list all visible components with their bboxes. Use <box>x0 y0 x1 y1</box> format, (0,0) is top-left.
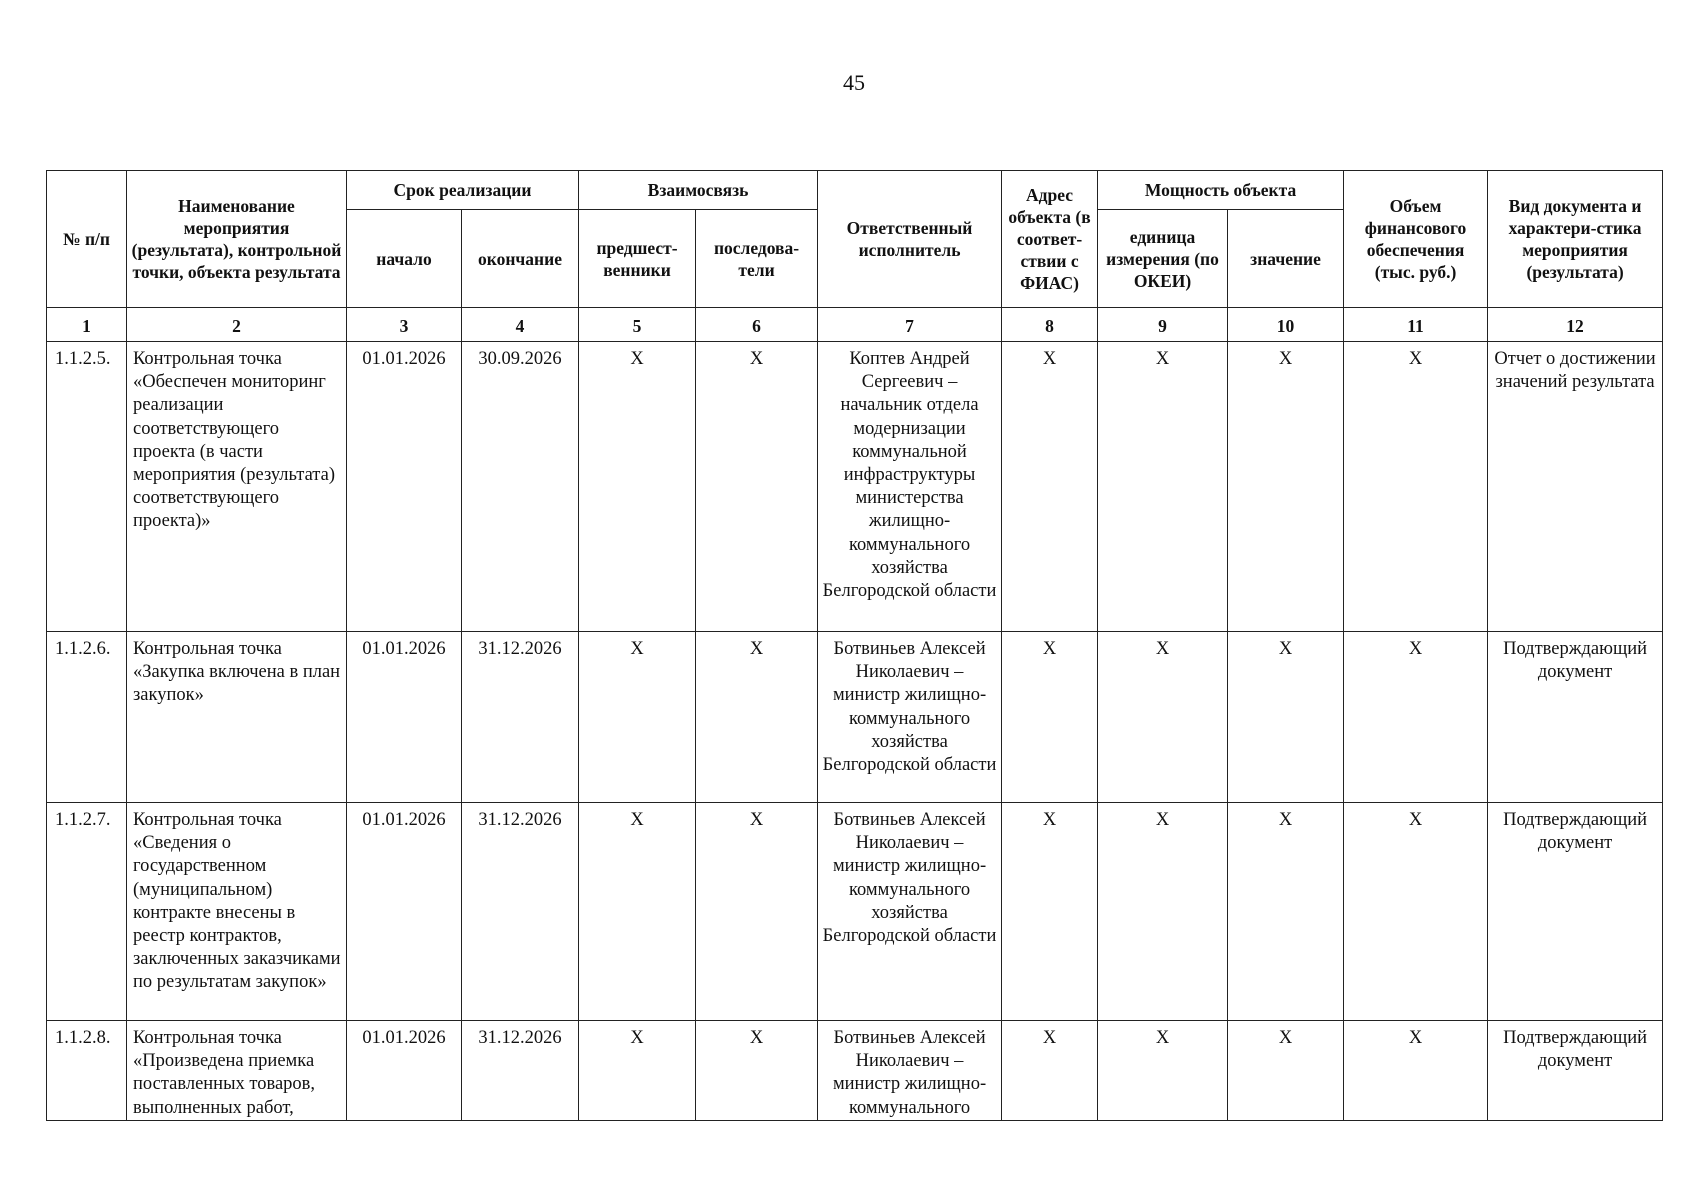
row-end: 31.12.2026 <box>462 1021 579 1121</box>
header-num: № п/п <box>47 171 127 308</box>
header-link: Взаимосвязь <box>579 171 818 210</box>
header-name: Наименование мероприятия (результата), контрольной точки, объекта результата <box>127 171 347 308</box>
header-value: значение <box>1228 210 1344 308</box>
column-number-row <box>47 308 1663 342</box>
header-capacity: Мощность объекта <box>1098 171 1344 210</box>
header-successors: последова-тели <box>696 210 818 308</box>
row-number: 1.1.2.8. <box>47 1021 127 1121</box>
column-number: 5 <box>579 308 696 342</box>
row-name: Контрольная точка «Закупка включена в план закупок» <box>127 632 347 803</box>
row-number: 1.1.2.7. <box>47 803 127 1021</box>
row-predecessors: X <box>579 803 696 1021</box>
column-number: 2 <box>127 308 347 342</box>
row-address: X <box>1002 1021 1098 1121</box>
row-value: X <box>1228 342 1344 632</box>
row-address: X <box>1002 632 1098 803</box>
row-finance: X <box>1344 803 1488 1021</box>
header-unit: единица измерения (по ОКЕИ) <box>1098 210 1228 308</box>
row-start: 01.01.2026 <box>347 1021 462 1121</box>
row-number: 1.1.2.6. <box>47 632 127 803</box>
column-number: 7 <box>818 308 1002 342</box>
row-finance: X <box>1344 1021 1488 1121</box>
row-value: X <box>1228 1021 1344 1121</box>
header-doc-type: Вид документа и характери-стика мероприятия (результата) <box>1488 171 1663 308</box>
row-doc-type: Подтверждающий документ <box>1488 803 1663 1021</box>
row-end: 31.12.2026 <box>462 803 579 1021</box>
row-value: X <box>1228 632 1344 803</box>
page-number: 45 <box>843 70 865 95</box>
column-number: 1 <box>47 308 127 342</box>
row-unit: X <box>1098 342 1228 632</box>
row-predecessors: X <box>579 632 696 803</box>
row-start: 01.01.2026 <box>347 803 462 1021</box>
row-name: Контрольная точка «Произведена приемка поставленных товаров, выполненных работ, <box>127 1021 347 1121</box>
column-number: 9 <box>1098 308 1228 342</box>
table-body <box>47 342 1663 1121</box>
row-responsible: Ботвиньев Алексей Николаевич – министр жилищно-коммунального <box>818 1021 1002 1121</box>
row-successors: X <box>696 803 818 1021</box>
row-responsible: Ботвиньев Алексей Николаевич – министр жилищно-коммунального хозяйства Белгородской области <box>818 632 1002 803</box>
row-finance: X <box>1344 342 1488 632</box>
column-number: 8 <box>1002 308 1098 342</box>
row-successors: X <box>696 1021 818 1121</box>
row-start: 01.01.2026 <box>347 632 462 803</box>
row-predecessors: X <box>579 1021 696 1121</box>
table-row <box>47 632 1663 803</box>
row-name: Контрольная точка «Сведения о государственном (муниципальном) контракте внесены в реестр контрактов, заключенных заказчиками по результатам закупок» <box>127 803 347 1021</box>
column-number: 4 <box>462 308 579 342</box>
row-finance: X <box>1344 632 1488 803</box>
row-unit: X <box>1098 632 1228 803</box>
table-header <box>47 171 1663 342</box>
header-start: начало <box>347 210 462 308</box>
header-address: Адрес объекта (в соответ-ствии с ФИАС) <box>1002 171 1098 308</box>
row-responsible: Коптев Андрей Сергеевич – начальник отдела модернизации коммунальной инфраструктуры министерства жилищно-коммунального хозяйства Белгородской области <box>818 342 1002 632</box>
row-doc-type: Подтверждающий документ <box>1488 632 1663 803</box>
row-unit: X <box>1098 803 1228 1021</box>
project-plan-table <box>46 170 1663 1121</box>
column-number: 6 <box>696 308 818 342</box>
row-number: 1.1.2.5. <box>47 342 127 632</box>
header-responsible: Ответственный исполнитель <box>818 171 1002 308</box>
row-address: X <box>1002 342 1098 632</box>
header-predecessors: предшест-венники <box>579 210 696 308</box>
row-doc-type: Подтверждающий документ <box>1488 1021 1663 1121</box>
header-end: окончание <box>462 210 579 308</box>
row-doc-type: Отчет о достижении значений результата <box>1488 342 1663 632</box>
column-number: 3 <box>347 308 462 342</box>
row-successors: X <box>696 342 818 632</box>
row-end: 30.09.2026 <box>462 342 579 632</box>
row-unit: X <box>1098 1021 1228 1121</box>
row-predecessors: X <box>579 342 696 632</box>
row-successors: X <box>696 632 818 803</box>
table-row <box>47 1021 1663 1121</box>
row-start: 01.01.2026 <box>347 342 462 632</box>
header-period: Срок реализации <box>347 171 579 210</box>
table-row <box>47 803 1663 1021</box>
table-row <box>47 342 1663 632</box>
row-address: X <box>1002 803 1098 1021</box>
column-number: 12 <box>1488 308 1663 342</box>
row-end: 31.12.2026 <box>462 632 579 803</box>
column-number: 11 <box>1344 308 1488 342</box>
header-finance: Объем финансового обеспечения (тыс. руб.) <box>1344 171 1488 308</box>
row-value: X <box>1228 803 1344 1021</box>
row-name: Контрольная точка «Обеспечен мониторинг реализации соответствующего проекта (в части мероприятия (результата) соответствующего проекта)» <box>127 342 347 632</box>
column-number: 10 <box>1228 308 1344 342</box>
row-responsible: Ботвиньев Алексей Николаевич – министр жилищно-коммунального хозяйства Белгородской области <box>818 803 1002 1021</box>
